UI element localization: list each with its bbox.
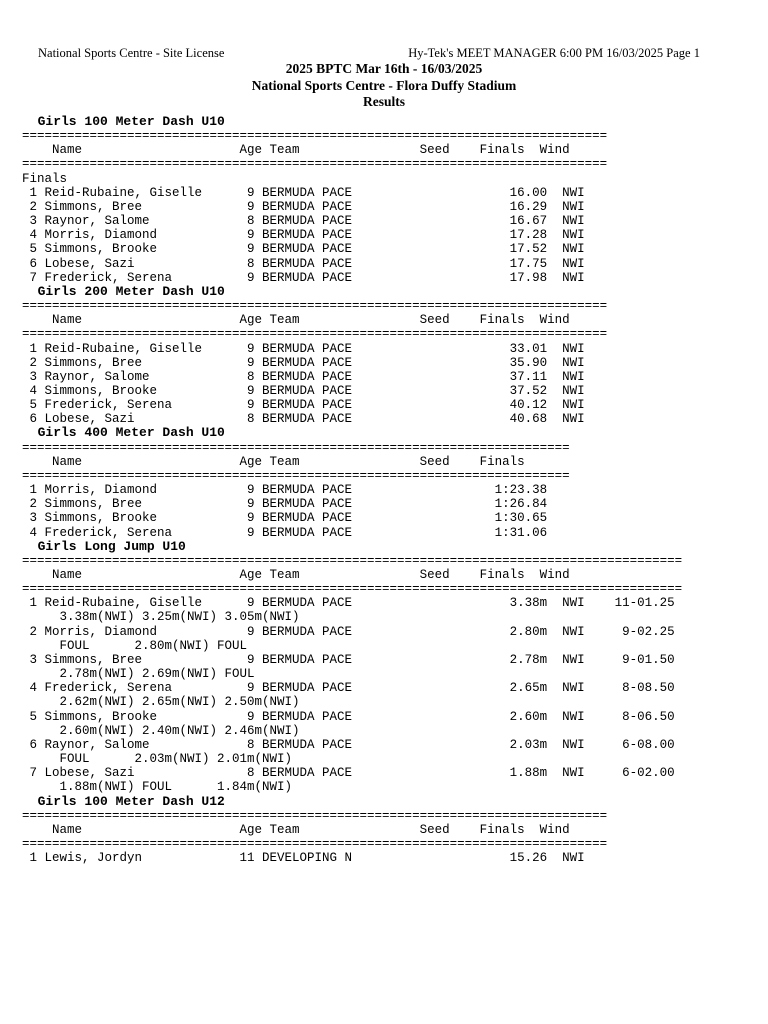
result-row: 7 Frederick, Serena 9 BERMUDA PACE 17.98 NWI [22,270,585,285]
separator-rule: ========================================================================= [22,468,570,483]
result-row: 3 Simmons, Brooke 9 BERMUDA PACE 1:30.65 [22,511,548,526]
meet-venue: National Sports Centre - Flora Duffy Stadium [251,77,517,93]
result-row: 3 Raynor, Salome 8 BERMUDA PACE 16.67 NWI [22,214,585,229]
column-header: Name Age Team Seed Finals Wind [22,143,570,158]
meet-title: 2025 BPTC Mar 16th - 16/03/2025 [285,61,483,76]
separator-rule: ======================================================================================== [22,582,683,597]
column-header: Name Age Team Seed Finals Wind [22,313,570,328]
result-row: 6 Raynor, Salome 8 BERMUDA PACE 2.03m NWI 6-08.00 [22,737,675,752]
attempt-series: 1.88m(NWI) FOUL 1.84m(NWI) [22,780,293,795]
result-row: 5 Simmons, Brooke 9 BERMUDA PACE 17.52 NWI [22,242,585,257]
result-row: 1 Morris, Diamond 9 BERMUDA PACE 1:23.38 [22,483,548,498]
result-row: 1 Reid-Rubaine, Giselle 9 BERMUDA PACE 33.01 NWI [22,341,585,356]
result-row: 2 Morris, Diamond 9 BERMUDA PACE 2.80m NWI 9-02.25 [22,624,675,639]
result-row: 1 Lewis, Jordyn 11 DEVELOPING N 15.26 NWI [22,851,585,866]
software-stamp: Hy-Tek's MEET MANAGER 6:00 PM 16/03/2025 Page 1 [408,46,700,60]
separator-rule: ======================================================================================== [22,553,683,568]
attempt-series: FOUL 2.80m(NWI) FOUL [22,638,248,653]
separator-rule: ============================================================================== [22,808,608,823]
separator-rule: ============================================================================== [22,157,608,172]
result-row: 1 Reid-Rubaine, Giselle 9 BERMUDA PACE 16.00 NWI [22,185,585,200]
result-row: 2 Simmons, Bree 9 BERMUDA PACE 16.29 NWI [22,199,585,214]
result-row: 5 Simmons, Brooke 9 BERMUDA PACE 2.60m NWI 8-06.50 [22,709,675,724]
results-heading: Results [362,94,405,109]
result-row: 1 Reid-Rubaine, Giselle 9 BERMUDA PACE 3.38m NWI 11-01.25 [22,596,675,611]
site-license: National Sports Centre - Site License [38,46,225,60]
event-title: Girls 100 Meter Dash U12 [22,793,225,809]
separator-rule: ============================================================================== [22,299,608,314]
result-row: 4 Morris, Diamond 9 BERMUDA PACE 17.28 NWI [22,228,585,243]
event-title: Girls 400 Meter Dash U10 [22,425,225,441]
attempt-series: 2.60m(NWI) 2.40m(NWI) 2.46m(NWI) [22,723,300,738]
result-row: 2 Simmons, Bree 9 BERMUDA PACE 1:26.84 [22,497,548,512]
column-header: Name Age Team Seed Finals [22,454,525,469]
result-row: 4 Frederick, Serena 9 BERMUDA PACE 1:31.06 [22,525,548,540]
event-title: Girls 200 Meter Dash U10 [22,283,225,299]
separator-rule: ========================================================================= [22,440,570,455]
result-row: 3 Simmons, Bree 9 BERMUDA PACE 2.78m NWI 9-01.50 [22,652,675,667]
round-label: Finals [22,171,68,186]
result-row: 2 Simmons, Bree 9 BERMUDA PACE 35.90 NWI [22,355,585,370]
event-title: Girls Long Jump U10 [22,538,186,554]
separator-rule: ============================================================================== [22,327,608,342]
result-row: 7 Lobese, Sazi 8 BERMUDA PACE 1.88m NWI 6-02.00 [22,766,675,781]
result-row: 4 Simmons, Brooke 9 BERMUDA PACE 37.52 NWI [22,383,585,398]
separator-rule: ============================================================================== [22,129,608,144]
result-row: 4 Frederick, Serena 9 BERMUDA PACE 2.65m NWI 8-08.50 [22,681,675,696]
attempt-series: 2.78m(NWI) 2.69m(NWI) FOUL [22,667,255,682]
attempt-series: FOUL 2.03m(NWI) 2.01m(NWI) [22,752,293,767]
attempt-series: 3.38m(NWI) 3.25m(NWI) 3.05m(NWI) [22,610,300,625]
column-header: Name Age Team Seed Finals Wind [22,822,570,837]
results-listing [22,115,682,865]
column-header: Name Age Team Seed Finals Wind [22,568,570,582]
result-row: 6 Lobese, Sazi 8 BERMUDA PACE 17.75 NWI [22,256,585,271]
result-row: 3 Raynor, Salome 8 BERMUDA PACE 37.11 NWI [22,369,585,384]
result-row: 5 Frederick, Serena 9 BERMUDA PACE 40.12 NWI [22,398,585,413]
attempt-series: 2.62m(NWI) 2.65m(NWI) 2.50m(NWI) [22,695,300,710]
meet-titles [0,61,768,111]
result-row: 6 Lobese, Sazi 8 BERMUDA PACE 40.68 NWI [22,412,585,427]
separator-rule: ============================================================================== [22,836,608,851]
event-title: Girls 100 Meter Dash U10 [22,114,225,129]
